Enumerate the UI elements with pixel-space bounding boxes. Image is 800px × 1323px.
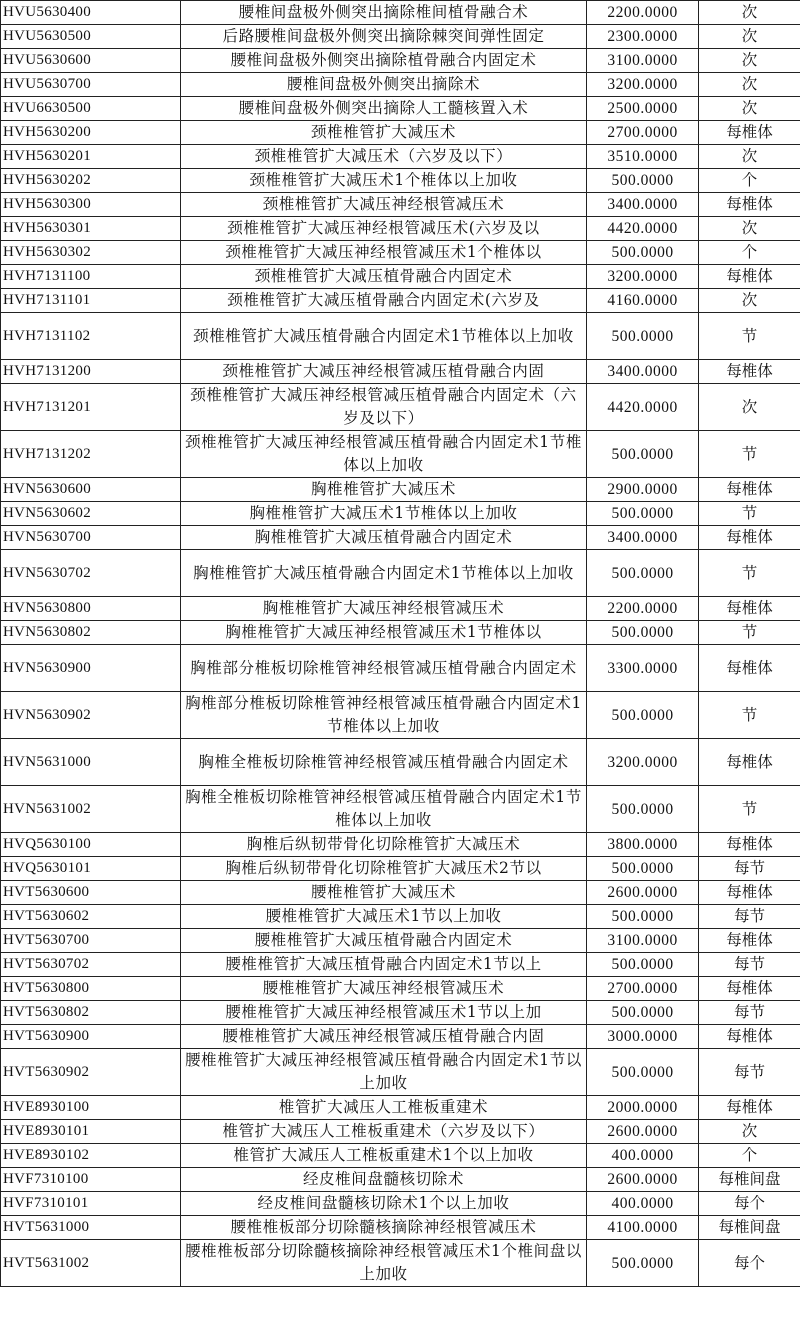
item-name-cell: 腰椎椎管扩大减压神经根管减压植骨融合内固 bbox=[181, 1025, 587, 1049]
item-name-cell: 腰椎椎管扩大减压植骨融合内固定术 bbox=[181, 929, 587, 953]
table-row bbox=[1, 1120, 800, 1144]
item-code-cell: HVU5630700 bbox=[1, 73, 181, 97]
table-row bbox=[1, 49, 800, 73]
table-row bbox=[1, 289, 800, 313]
table-row bbox=[1, 1192, 800, 1216]
table-row bbox=[1, 25, 800, 49]
table-row bbox=[1, 97, 800, 121]
item-unit-cell: 次 bbox=[699, 1120, 800, 1144]
item-name-cell: 胸椎椎管扩大减压植骨融合内固定术1节椎体以上加收 bbox=[181, 550, 587, 597]
item-code-cell: HVH7131200 bbox=[1, 360, 181, 384]
item-name-cell: 椎管扩大减压人工椎板重建术（六岁及以下） bbox=[181, 1120, 587, 1144]
item-unit-cell: 次 bbox=[699, 1, 800, 25]
item-code-cell: HVN5630900 bbox=[1, 645, 181, 692]
item-name-cell: 腰椎椎板部分切除髓核摘除神经根管减压术1个椎间盘以上加收 bbox=[181, 1240, 587, 1287]
table-row bbox=[1, 431, 800, 478]
item-name-cell: 腰椎椎管扩大减压术 bbox=[181, 881, 587, 905]
item-unit-cell: 节 bbox=[699, 502, 800, 526]
item-unit-cell: 每个 bbox=[699, 1240, 800, 1287]
item-unit-cell: 个 bbox=[699, 169, 800, 193]
item-name-cell: 胸椎椎管扩大减压神经根管减压术 bbox=[181, 597, 587, 621]
table-row bbox=[1, 621, 800, 645]
item-code-cell: HVU5630400 bbox=[1, 1, 181, 25]
table-row bbox=[1, 121, 800, 145]
item-unit-cell: 节 bbox=[699, 786, 800, 833]
item-code-cell: HVH5630301 bbox=[1, 217, 181, 241]
table-row bbox=[1, 526, 800, 550]
item-name-cell: 胸椎椎管扩大减压术1节椎体以上加收 bbox=[181, 502, 587, 526]
item-code-cell: HVQ5630101 bbox=[1, 857, 181, 881]
item-code-cell: HVN5630700 bbox=[1, 526, 181, 550]
item-name-cell: 经皮椎间盘髓核切除术 bbox=[181, 1168, 587, 1192]
item-name-cell: 腰椎椎管扩大减压神经根管减压术1节以上加 bbox=[181, 1001, 587, 1025]
item-name-cell: 胸椎椎管扩大减压神经根管减压术1节椎体以 bbox=[181, 621, 587, 645]
item-unit-cell: 节 bbox=[699, 313, 800, 360]
item-name-cell: 颈椎椎管扩大减压神经根管减压植骨融合内固 bbox=[181, 360, 587, 384]
item-code-cell: HVQ5630100 bbox=[1, 833, 181, 857]
item-unit-cell: 每节 bbox=[699, 905, 800, 929]
item-unit-cell: 每椎体 bbox=[699, 929, 800, 953]
fee-table-body bbox=[1, 1, 800, 1287]
table-row bbox=[1, 169, 800, 193]
item-unit-cell: 节 bbox=[699, 621, 800, 645]
item-unit-cell: 每椎体 bbox=[699, 881, 800, 905]
table-row bbox=[1, 265, 800, 289]
item-price-cell: 3300.0000 bbox=[587, 645, 699, 692]
item-price-cell: 2700.0000 bbox=[587, 977, 699, 1001]
item-unit-cell: 每椎体 bbox=[699, 739, 800, 786]
item-name-cell: 胸椎全椎板切除椎管神经根管减压植骨融合内固定术 bbox=[181, 739, 587, 786]
item-code-cell: HVU6630500 bbox=[1, 97, 181, 121]
item-unit-cell: 每椎体 bbox=[699, 193, 800, 217]
item-price-cell: 500.0000 bbox=[587, 692, 699, 739]
item-name-cell: 腰椎间盘极外侧突出摘除术 bbox=[181, 73, 587, 97]
item-unit-cell: 每椎体 bbox=[699, 1096, 800, 1120]
table-row bbox=[1, 478, 800, 502]
item-price-cell: 2600.0000 bbox=[587, 881, 699, 905]
item-name-cell: 颈椎椎管扩大减压神经根管减压术 bbox=[181, 193, 587, 217]
item-price-cell: 3510.0000 bbox=[587, 145, 699, 169]
item-code-cell: HVH7131202 bbox=[1, 431, 181, 478]
item-code-cell: HVF7310101 bbox=[1, 1192, 181, 1216]
table-row bbox=[1, 1144, 800, 1168]
item-name-cell: 腰椎椎板部分切除髓核摘除神经根管减压术 bbox=[181, 1216, 587, 1240]
item-name-cell: 腰椎间盘极外侧突出摘除人工髓核置入术 bbox=[181, 97, 587, 121]
item-name-cell: 椎管扩大减压人工椎板重建术1个以上加收 bbox=[181, 1144, 587, 1168]
item-name-cell: 颈椎椎管扩大减压术（六岁及以下） bbox=[181, 145, 587, 169]
item-code-cell: HVT5631000 bbox=[1, 1216, 181, 1240]
item-unit-cell: 每椎体 bbox=[699, 478, 800, 502]
item-name-cell: 颈椎椎管扩大减压植骨融合内固定术(六岁及 bbox=[181, 289, 587, 313]
item-unit-cell: 次 bbox=[699, 73, 800, 97]
item-unit-cell: 节 bbox=[699, 431, 800, 478]
item-name-cell: 经皮椎间盘髓核切除术1个以上加收 bbox=[181, 1192, 587, 1216]
item-unit-cell: 每椎体 bbox=[699, 360, 800, 384]
item-price-cell: 400.0000 bbox=[587, 1192, 699, 1216]
item-unit-cell: 每椎体 bbox=[699, 833, 800, 857]
item-price-cell: 500.0000 bbox=[587, 1049, 699, 1096]
item-price-cell: 2200.0000 bbox=[587, 1, 699, 25]
item-unit-cell: 每椎间盘 bbox=[699, 1168, 800, 1192]
item-code-cell: HVE8930101 bbox=[1, 1120, 181, 1144]
item-code-cell: HVE8930100 bbox=[1, 1096, 181, 1120]
item-price-cell: 3400.0000 bbox=[587, 193, 699, 217]
table-row bbox=[1, 953, 800, 977]
item-unit-cell: 次 bbox=[699, 145, 800, 169]
item-price-cell: 3200.0000 bbox=[587, 265, 699, 289]
item-price-cell: 500.0000 bbox=[587, 1240, 699, 1287]
item-unit-cell: 次 bbox=[699, 25, 800, 49]
item-code-cell: HVH7131102 bbox=[1, 313, 181, 360]
item-price-cell: 400.0000 bbox=[587, 1144, 699, 1168]
table-row bbox=[1, 739, 800, 786]
item-code-cell: HVF7310100 bbox=[1, 1168, 181, 1192]
item-unit-cell: 个 bbox=[699, 241, 800, 265]
item-code-cell: HVN5630802 bbox=[1, 621, 181, 645]
item-unit-cell: 个 bbox=[699, 1144, 800, 1168]
table-row bbox=[1, 313, 800, 360]
item-name-cell: 颈椎椎管扩大减压神经根管减压术1个椎体以 bbox=[181, 241, 587, 265]
item-code-cell: HVH7131100 bbox=[1, 265, 181, 289]
item-price-cell: 2600.0000 bbox=[587, 1120, 699, 1144]
item-price-cell: 3200.0000 bbox=[587, 739, 699, 786]
item-unit-cell: 次 bbox=[699, 217, 800, 241]
item-name-cell: 颈椎椎管扩大减压术 bbox=[181, 121, 587, 145]
item-unit-cell: 每椎间盘 bbox=[699, 1216, 800, 1240]
item-code-cell: HVN5631000 bbox=[1, 739, 181, 786]
item-code-cell: HVH5630302 bbox=[1, 241, 181, 265]
item-unit-cell: 每椎体 bbox=[699, 526, 800, 550]
item-code-cell: HVN5630902 bbox=[1, 692, 181, 739]
item-name-cell: 胸椎后纵韧带骨化切除椎管扩大减压术2节以 bbox=[181, 857, 587, 881]
table-row bbox=[1, 502, 800, 526]
item-price-cell: 2500.0000 bbox=[587, 97, 699, 121]
item-name-cell: 腰椎间盘极外侧突出摘除椎间植骨融合术 bbox=[181, 1, 587, 25]
item-price-cell: 3400.0000 bbox=[587, 360, 699, 384]
item-code-cell: HVU5630600 bbox=[1, 49, 181, 73]
item-name-cell: 腰椎椎管扩大减压神经根管减压术 bbox=[181, 977, 587, 1001]
item-name-cell: 胸椎部分椎板切除椎管神经根管减压植骨融合内固定术1节椎体以上加收 bbox=[181, 692, 587, 739]
item-code-cell: HVN5630800 bbox=[1, 597, 181, 621]
item-code-cell: HVH5630300 bbox=[1, 193, 181, 217]
item-unit-cell: 每椎体 bbox=[699, 597, 800, 621]
item-code-cell: HVH7131201 bbox=[1, 384, 181, 431]
item-price-cell: 3000.0000 bbox=[587, 1025, 699, 1049]
item-code-cell: HVT5630702 bbox=[1, 953, 181, 977]
item-unit-cell: 每椎体 bbox=[699, 645, 800, 692]
item-unit-cell: 次 bbox=[699, 49, 800, 73]
item-price-cell: 500.0000 bbox=[587, 169, 699, 193]
table-row bbox=[1, 929, 800, 953]
table-row bbox=[1, 905, 800, 929]
table-row bbox=[1, 1, 800, 25]
item-price-cell: 4100.0000 bbox=[587, 1216, 699, 1240]
item-name-cell: 颈椎椎管扩大减压神经根管减压植骨融合内固定术（六岁及以下） bbox=[181, 384, 587, 431]
item-unit-cell: 每椎体 bbox=[699, 1025, 800, 1049]
table-row bbox=[1, 1216, 800, 1240]
item-unit-cell: 每节 bbox=[699, 857, 800, 881]
item-code-cell: HVN5631002 bbox=[1, 786, 181, 833]
item-price-cell: 2600.0000 bbox=[587, 1168, 699, 1192]
item-code-cell: HVU5630500 bbox=[1, 25, 181, 49]
item-price-cell: 3200.0000 bbox=[587, 73, 699, 97]
table-row bbox=[1, 881, 800, 905]
item-name-cell: 颈椎椎管扩大减压神经根管减压术(六岁及以 bbox=[181, 217, 587, 241]
item-price-cell: 2900.0000 bbox=[587, 478, 699, 502]
item-price-cell: 3400.0000 bbox=[587, 526, 699, 550]
item-price-cell: 3100.0000 bbox=[587, 49, 699, 73]
item-unit-cell: 每椎体 bbox=[699, 121, 800, 145]
item-price-cell: 500.0000 bbox=[587, 1001, 699, 1025]
table-row bbox=[1, 241, 800, 265]
item-code-cell: HVT5630902 bbox=[1, 1049, 181, 1096]
item-code-cell: HVH5630202 bbox=[1, 169, 181, 193]
item-code-cell: HVT5630900 bbox=[1, 1025, 181, 1049]
item-unit-cell: 节 bbox=[699, 692, 800, 739]
item-name-cell: 胸椎后纵韧带骨化切除椎管扩大减压术 bbox=[181, 833, 587, 857]
item-unit-cell: 每节 bbox=[699, 953, 800, 977]
item-price-cell: 3100.0000 bbox=[587, 929, 699, 953]
item-name-cell: 后路腰椎间盘极外侧突出摘除棘突间弹性固定 bbox=[181, 25, 587, 49]
item-price-cell: 500.0000 bbox=[587, 857, 699, 881]
table-row bbox=[1, 645, 800, 692]
item-price-cell: 500.0000 bbox=[587, 786, 699, 833]
item-name-cell: 颈椎椎管扩大减压神经根管减压植骨融合内固定术1节椎体以上加收 bbox=[181, 431, 587, 478]
item-unit-cell: 每个 bbox=[699, 1192, 800, 1216]
item-name-cell: 胸椎椎管扩大减压植骨融合内固定术 bbox=[181, 526, 587, 550]
table-row bbox=[1, 1240, 800, 1287]
item-price-cell: 2000.0000 bbox=[587, 1096, 699, 1120]
item-name-cell: 腰椎椎管扩大减压神经根管减压植骨融合内固定术1节以上加收 bbox=[181, 1049, 587, 1096]
table-row bbox=[1, 1096, 800, 1120]
table-row bbox=[1, 833, 800, 857]
item-name-cell: 腰椎椎管扩大减压植骨融合内固定术1节以上 bbox=[181, 953, 587, 977]
item-name-cell: 椎管扩大减压人工椎板重建术 bbox=[181, 1096, 587, 1120]
item-unit-cell: 节 bbox=[699, 550, 800, 597]
item-price-cell: 2200.0000 bbox=[587, 597, 699, 621]
table-row bbox=[1, 550, 800, 597]
item-unit-cell: 每椎体 bbox=[699, 977, 800, 1001]
table-row bbox=[1, 1049, 800, 1096]
item-code-cell: HVT5630602 bbox=[1, 905, 181, 929]
table-row bbox=[1, 786, 800, 833]
item-price-cell: 500.0000 bbox=[587, 905, 699, 929]
item-name-cell: 腰椎椎管扩大减压术1节以上加收 bbox=[181, 905, 587, 929]
item-unit-cell: 每节 bbox=[699, 1049, 800, 1096]
item-price-cell: 500.0000 bbox=[587, 241, 699, 265]
item-code-cell: HVT5631002 bbox=[1, 1240, 181, 1287]
item-unit-cell: 次 bbox=[699, 289, 800, 313]
item-name-cell: 颈椎椎管扩大减压植骨融合内固定术 bbox=[181, 265, 587, 289]
item-unit-cell: 每椎体 bbox=[699, 265, 800, 289]
item-code-cell: HVH5630200 bbox=[1, 121, 181, 145]
item-code-cell: HVT5630700 bbox=[1, 929, 181, 953]
item-price-cell: 2700.0000 bbox=[587, 121, 699, 145]
item-name-cell: 胸椎全椎板切除椎管神经根管减压植骨融合内固定术1节椎体以上加收 bbox=[181, 786, 587, 833]
item-price-cell: 4420.0000 bbox=[587, 384, 699, 431]
table-row bbox=[1, 193, 800, 217]
item-price-cell: 500.0000 bbox=[587, 313, 699, 360]
item-price-cell: 4160.0000 bbox=[587, 289, 699, 313]
item-code-cell: HVT5630800 bbox=[1, 977, 181, 1001]
table-row bbox=[1, 360, 800, 384]
item-code-cell: HVH7131101 bbox=[1, 289, 181, 313]
item-name-cell: 胸椎椎管扩大减压术 bbox=[181, 478, 587, 502]
table-row bbox=[1, 977, 800, 1001]
item-price-cell: 500.0000 bbox=[587, 550, 699, 597]
item-code-cell: HVT5630600 bbox=[1, 881, 181, 905]
item-code-cell: HVT5630802 bbox=[1, 1001, 181, 1025]
table-row bbox=[1, 692, 800, 739]
item-name-cell: 胸椎部分椎板切除椎管神经根管减压植骨融合内固定术 bbox=[181, 645, 587, 692]
item-code-cell: HVN5630702 bbox=[1, 550, 181, 597]
item-code-cell: HVN5630600 bbox=[1, 478, 181, 502]
item-unit-cell: 次 bbox=[699, 384, 800, 431]
item-price-cell: 500.0000 bbox=[587, 953, 699, 977]
table-row bbox=[1, 217, 800, 241]
table-row bbox=[1, 597, 800, 621]
item-code-cell: HVN5630602 bbox=[1, 502, 181, 526]
item-name-cell: 颈椎椎管扩大减压植骨融合内固定术1节椎体以上加收 bbox=[181, 313, 587, 360]
table-row bbox=[1, 73, 800, 97]
item-unit-cell: 每节 bbox=[699, 1001, 800, 1025]
table-row bbox=[1, 145, 800, 169]
item-price-cell: 500.0000 bbox=[587, 431, 699, 478]
item-code-cell: HVE8930102 bbox=[1, 1144, 181, 1168]
item-price-cell: 2300.0000 bbox=[587, 25, 699, 49]
item-price-cell: 500.0000 bbox=[587, 502, 699, 526]
item-name-cell: 颈椎椎管扩大减压术1个椎体以上加收 bbox=[181, 169, 587, 193]
table-row bbox=[1, 1168, 800, 1192]
item-price-cell: 3800.0000 bbox=[587, 833, 699, 857]
item-price-cell: 500.0000 bbox=[587, 621, 699, 645]
table-row bbox=[1, 1025, 800, 1049]
table-row bbox=[1, 384, 800, 431]
table-row bbox=[1, 857, 800, 881]
table-row bbox=[1, 1001, 800, 1025]
item-name-cell: 腰椎间盘极外侧突出摘除植骨融合内固定术 bbox=[181, 49, 587, 73]
item-unit-cell: 次 bbox=[699, 97, 800, 121]
item-code-cell: HVH5630201 bbox=[1, 145, 181, 169]
item-price-cell: 4420.0000 bbox=[587, 217, 699, 241]
